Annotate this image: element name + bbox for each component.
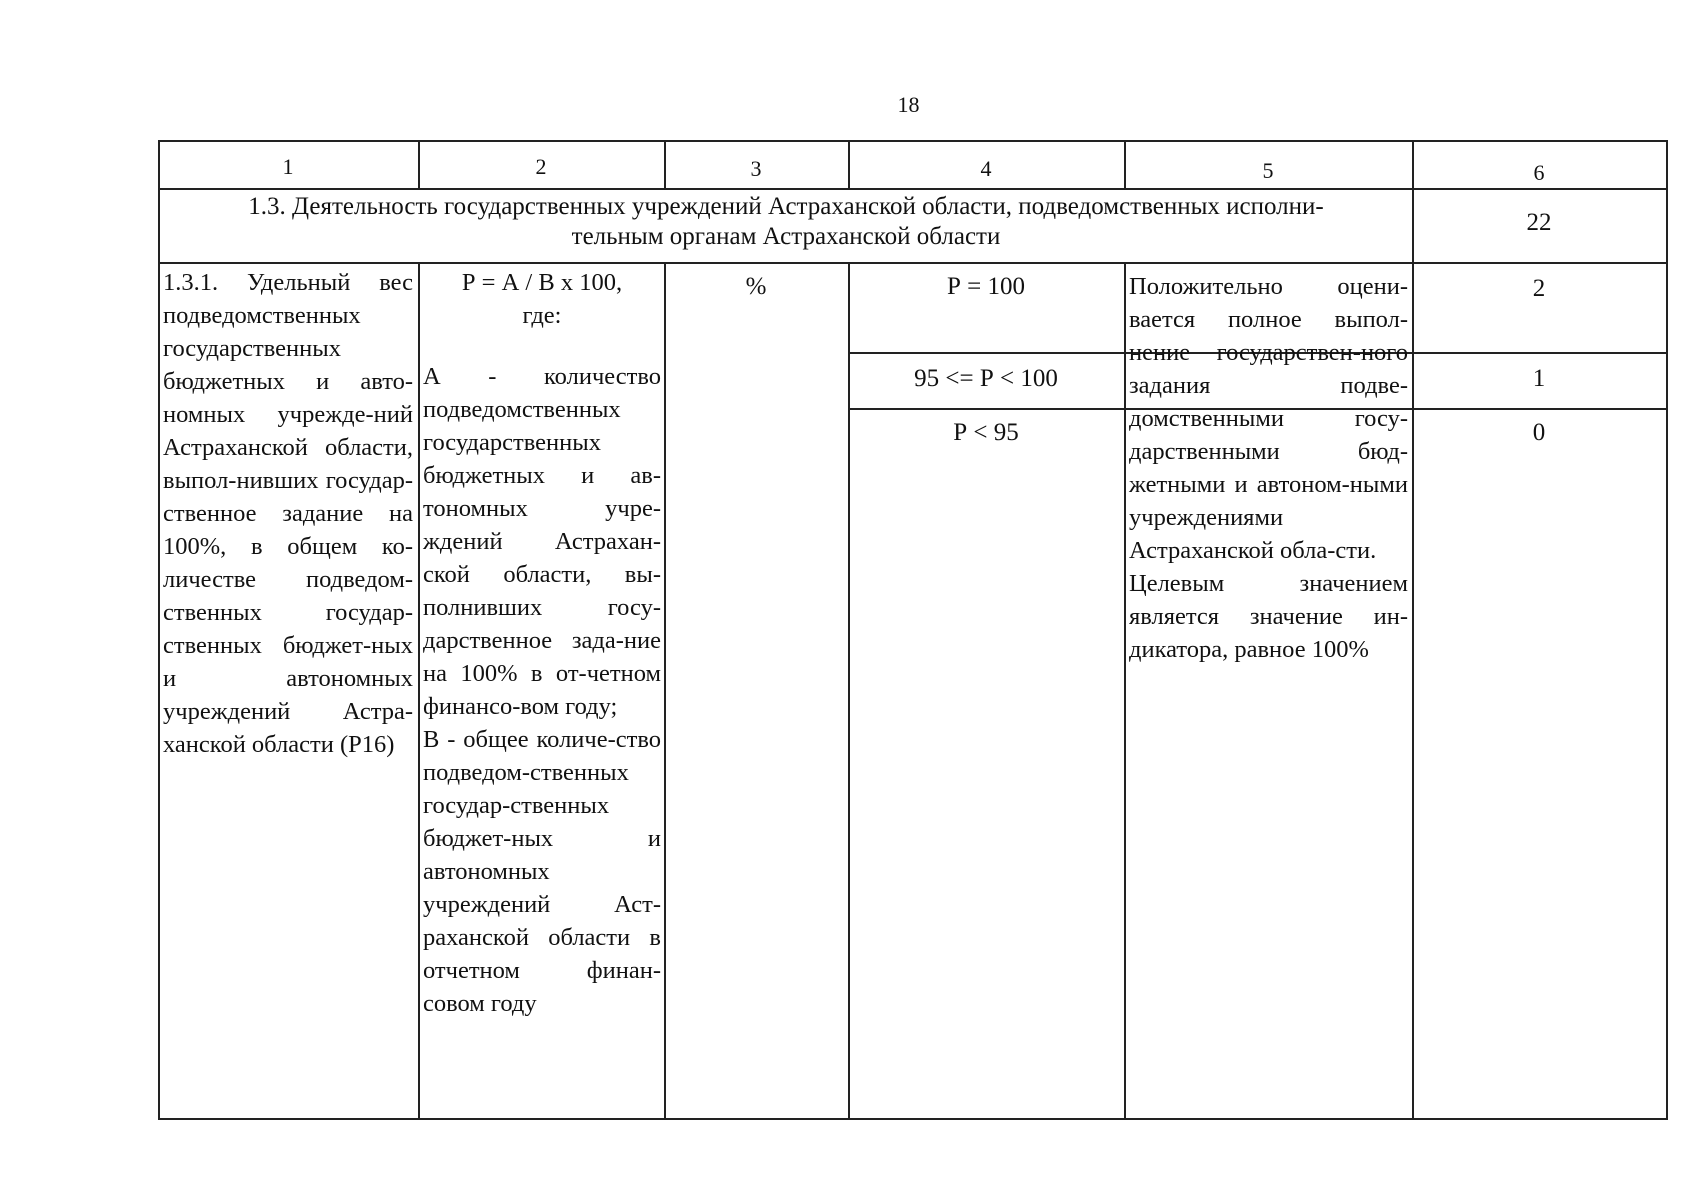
formula-where: где: (522, 302, 562, 329)
formula: Р = А / В х 100, (461, 269, 623, 296)
indicator-name: 1.3.1. Удельный вес подведомственных государственных бюджетных и авто-номных учрежде-ний Астраханской области, выпол-нивших государ-ственное задание на 100%, в общем ко-личестве подведом-ственных государ-ственных бюджет-ных и автономных учреждений Астра-ханской области (Р16) (163, 269, 413, 758)
table-border-left (158, 140, 160, 1120)
score-3: 0 (1532, 419, 1546, 446)
page-number: 18 (897, 92, 920, 117)
condition-2: 95 <= Р < 100 (914, 365, 1058, 392)
table-border-right (1666, 140, 1668, 1120)
condition-3: Р < 95 (953, 419, 1019, 446)
section-points: 22 (1526, 209, 1552, 236)
column-header-3: 3 (750, 156, 762, 181)
comment-target: Целевым значением является значение ин-дикатора, равное 100% (1129, 570, 1408, 663)
section-title-line-1: 1.3. Деятельность государственных учреждений Астраханской области, подведомственных исполни- (248, 193, 1324, 220)
comment-cell (1129, 270, 1408, 666)
section-title-line-2: тельным органам Астраханской области (571, 223, 1001, 250)
formula-a-definition: А - количество подведомственных государственных бюджетных и ав-тономных учре-ждений Астрахан-ской области, вы-полнивших госу-дарственное зада-ние на 100% в от-четном финансо-вом году; (423, 363, 661, 720)
score-1: 2 (1532, 275, 1546, 302)
unit: % (745, 273, 767, 300)
column-header-4: 4 (980, 156, 992, 181)
column-header-1: 1 (282, 154, 294, 179)
formula-cell (423, 266, 661, 1020)
formula-b-definition: В - общее количе-ство подведом-ственных государ-ственных бюджет-ных и автономных учреждений Аст-раханской области в отчетном финан-совом году (423, 726, 661, 1017)
col-divider-2-body (664, 262, 666, 1120)
column-header-6: 6 (1533, 160, 1545, 185)
column-header-5: 5 (1262, 158, 1274, 183)
column-header-2: 2 (535, 154, 547, 179)
score-2: 1 (1532, 365, 1546, 392)
col-divider-4-body (1124, 262, 1126, 1120)
table-border-top (158, 140, 1668, 142)
condition-1: Р = 100 (946, 273, 1025, 300)
section-row-divider (158, 262, 1668, 264)
criteria-table (158, 140, 1668, 1120)
section-title (162, 192, 1410, 252)
table-border-bottom (158, 1118, 1668, 1120)
col-divider-1-body (418, 262, 420, 1120)
comment-assessment: Положительно оцени-вается полное выпол-нение государствен-ного задания подве-домственными госу-дарственными бюд-жетными и автоном-ными учреждениями Астраханской обла-сти. (1129, 273, 1408, 564)
